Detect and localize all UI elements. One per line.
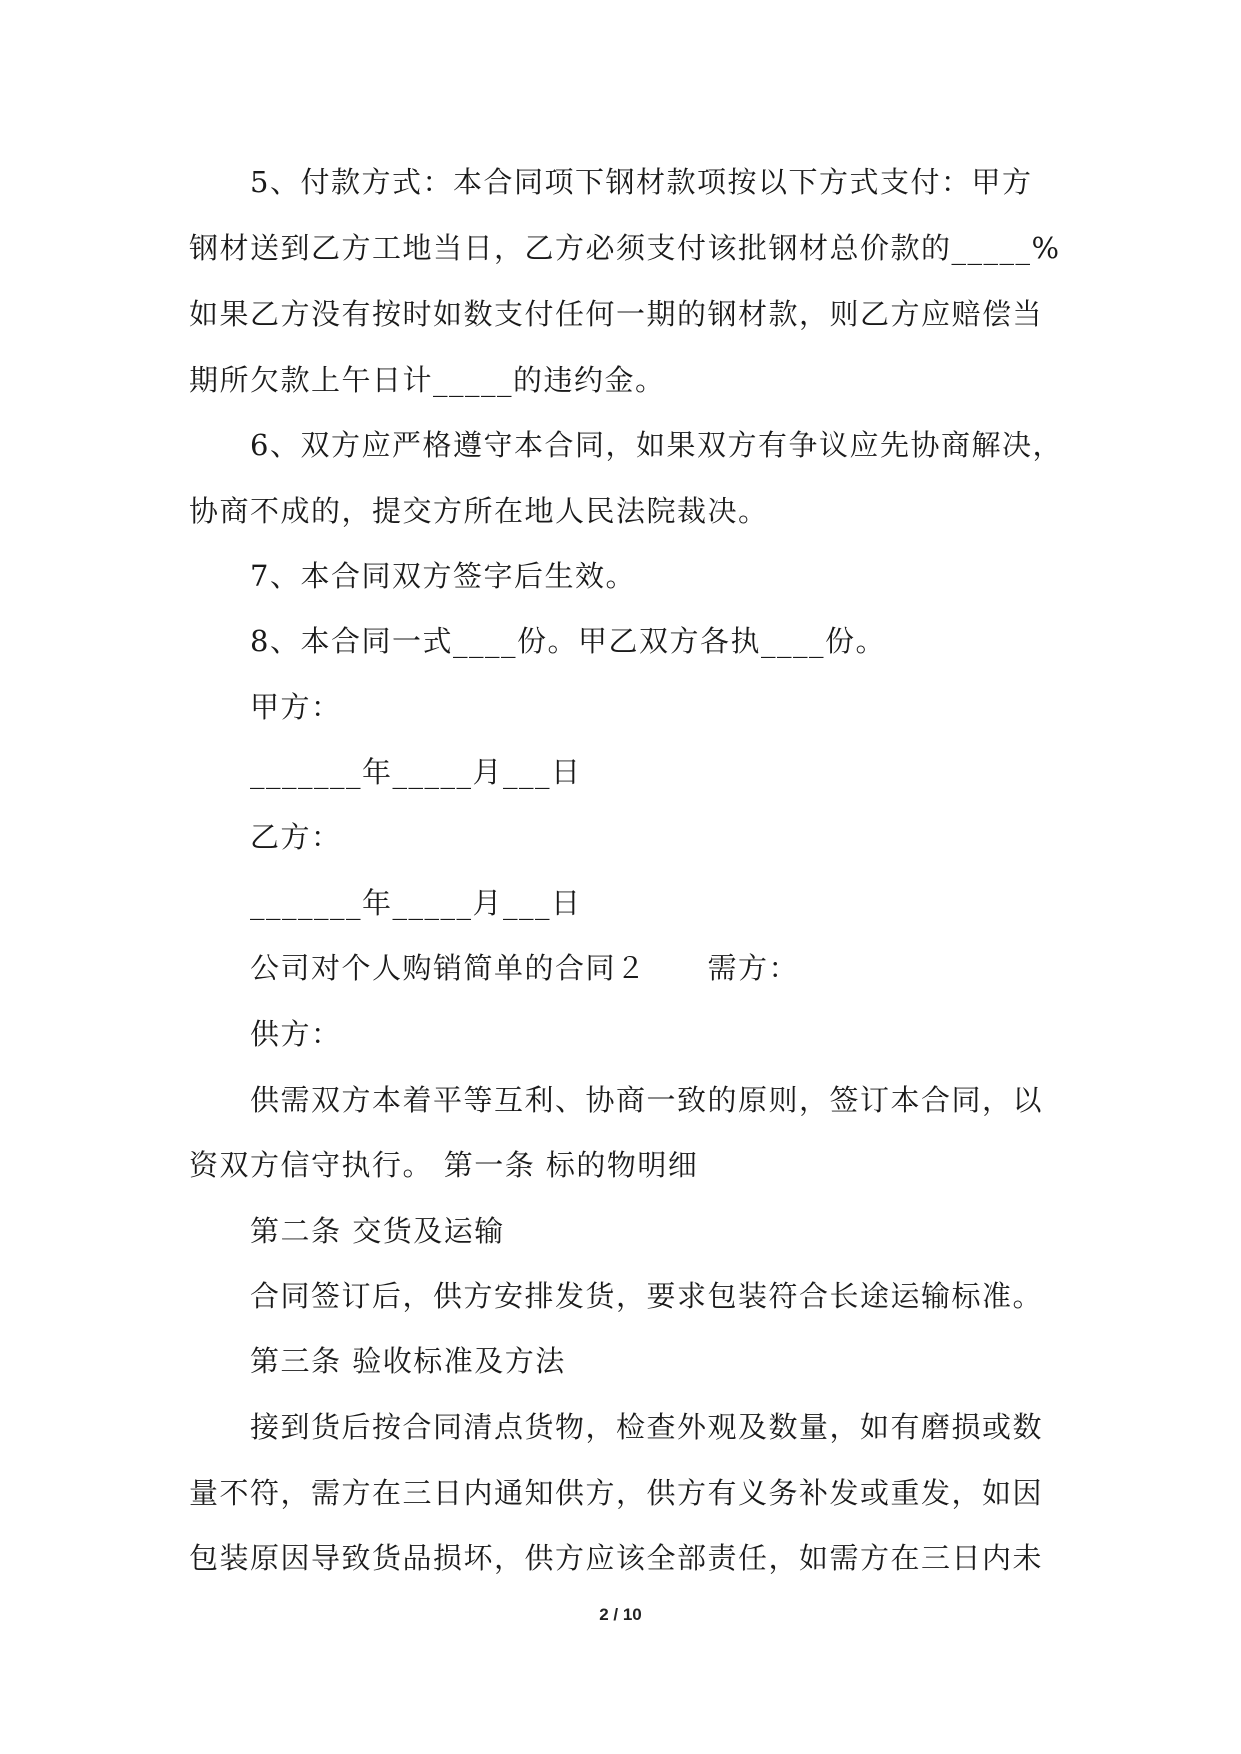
party-a-date: _______年_____月___日	[250, 755, 582, 789]
paragraph-5-line-3: 如果乙方没有按时如数支付任何一期的钢材款，则乙方应赔偿当	[189, 297, 1044, 331]
article-3-body-line-3: 包装原因导致货品损坏，供方应该全部责任，如需方在三日内未	[189, 1541, 1044, 1575]
article-2-body: 合同签订后，供方安排发货，要求包装符合长途运输标准。	[250, 1279, 1044, 1313]
party-b-label: 乙方：	[250, 820, 342, 854]
contract-2-title: 公司对个人购销简单的合同２ 需方：	[250, 951, 800, 985]
article-3-heading: 第三条 验收标准及方法	[250, 1344, 566, 1378]
article-2-heading: 第二条 交货及运输	[250, 1214, 505, 1248]
article-3-body-line-2: 量不符，需方在三日内通知供方，供方有义务补发或重发，如因	[189, 1476, 1044, 1510]
paragraph-5-line-2: 钢材送到乙方工地当日，乙方必须支付该批钢材总价款的_____%	[189, 231, 1061, 265]
paragraph-6-line-2: 协商不成的，提交方所在地人民法院裁决。	[189, 494, 769, 528]
preamble-line-1: 供需双方本着平等互利、协商一致的原则，签订本合同，以	[250, 1083, 1044, 1117]
paragraph-8: 8、本合同一式____份。甲乙双方各执____份。	[250, 624, 886, 658]
article-3-body-line-1: 接到货后按合同清点货物，检查外观及数量，如有磨损或数	[250, 1410, 1044, 1444]
party-a-label: 甲方：	[250, 690, 342, 724]
paragraph-5-line-4: 期所欠款上午日计_____的违约金。	[189, 363, 666, 397]
paragraph-5-line-1: 5、付款方式：本合同项下钢材款项按以下方式支付：甲方	[250, 165, 1033, 199]
preamble-line-2: 资双方信守执行。 第一条 标的物明细	[189, 1148, 699, 1182]
paragraph-6-line-1: 6、双方应严格遵守本合同，如果双方有争议应先协商解决，	[250, 428, 1063, 462]
page-number: 2 / 10	[599, 1605, 642, 1624]
party-b-date: _______年_____月___日	[250, 886, 582, 920]
supplier-label: 供方：	[250, 1017, 342, 1051]
paragraph-7: 7、本合同双方签字后生效。	[250, 559, 636, 593]
